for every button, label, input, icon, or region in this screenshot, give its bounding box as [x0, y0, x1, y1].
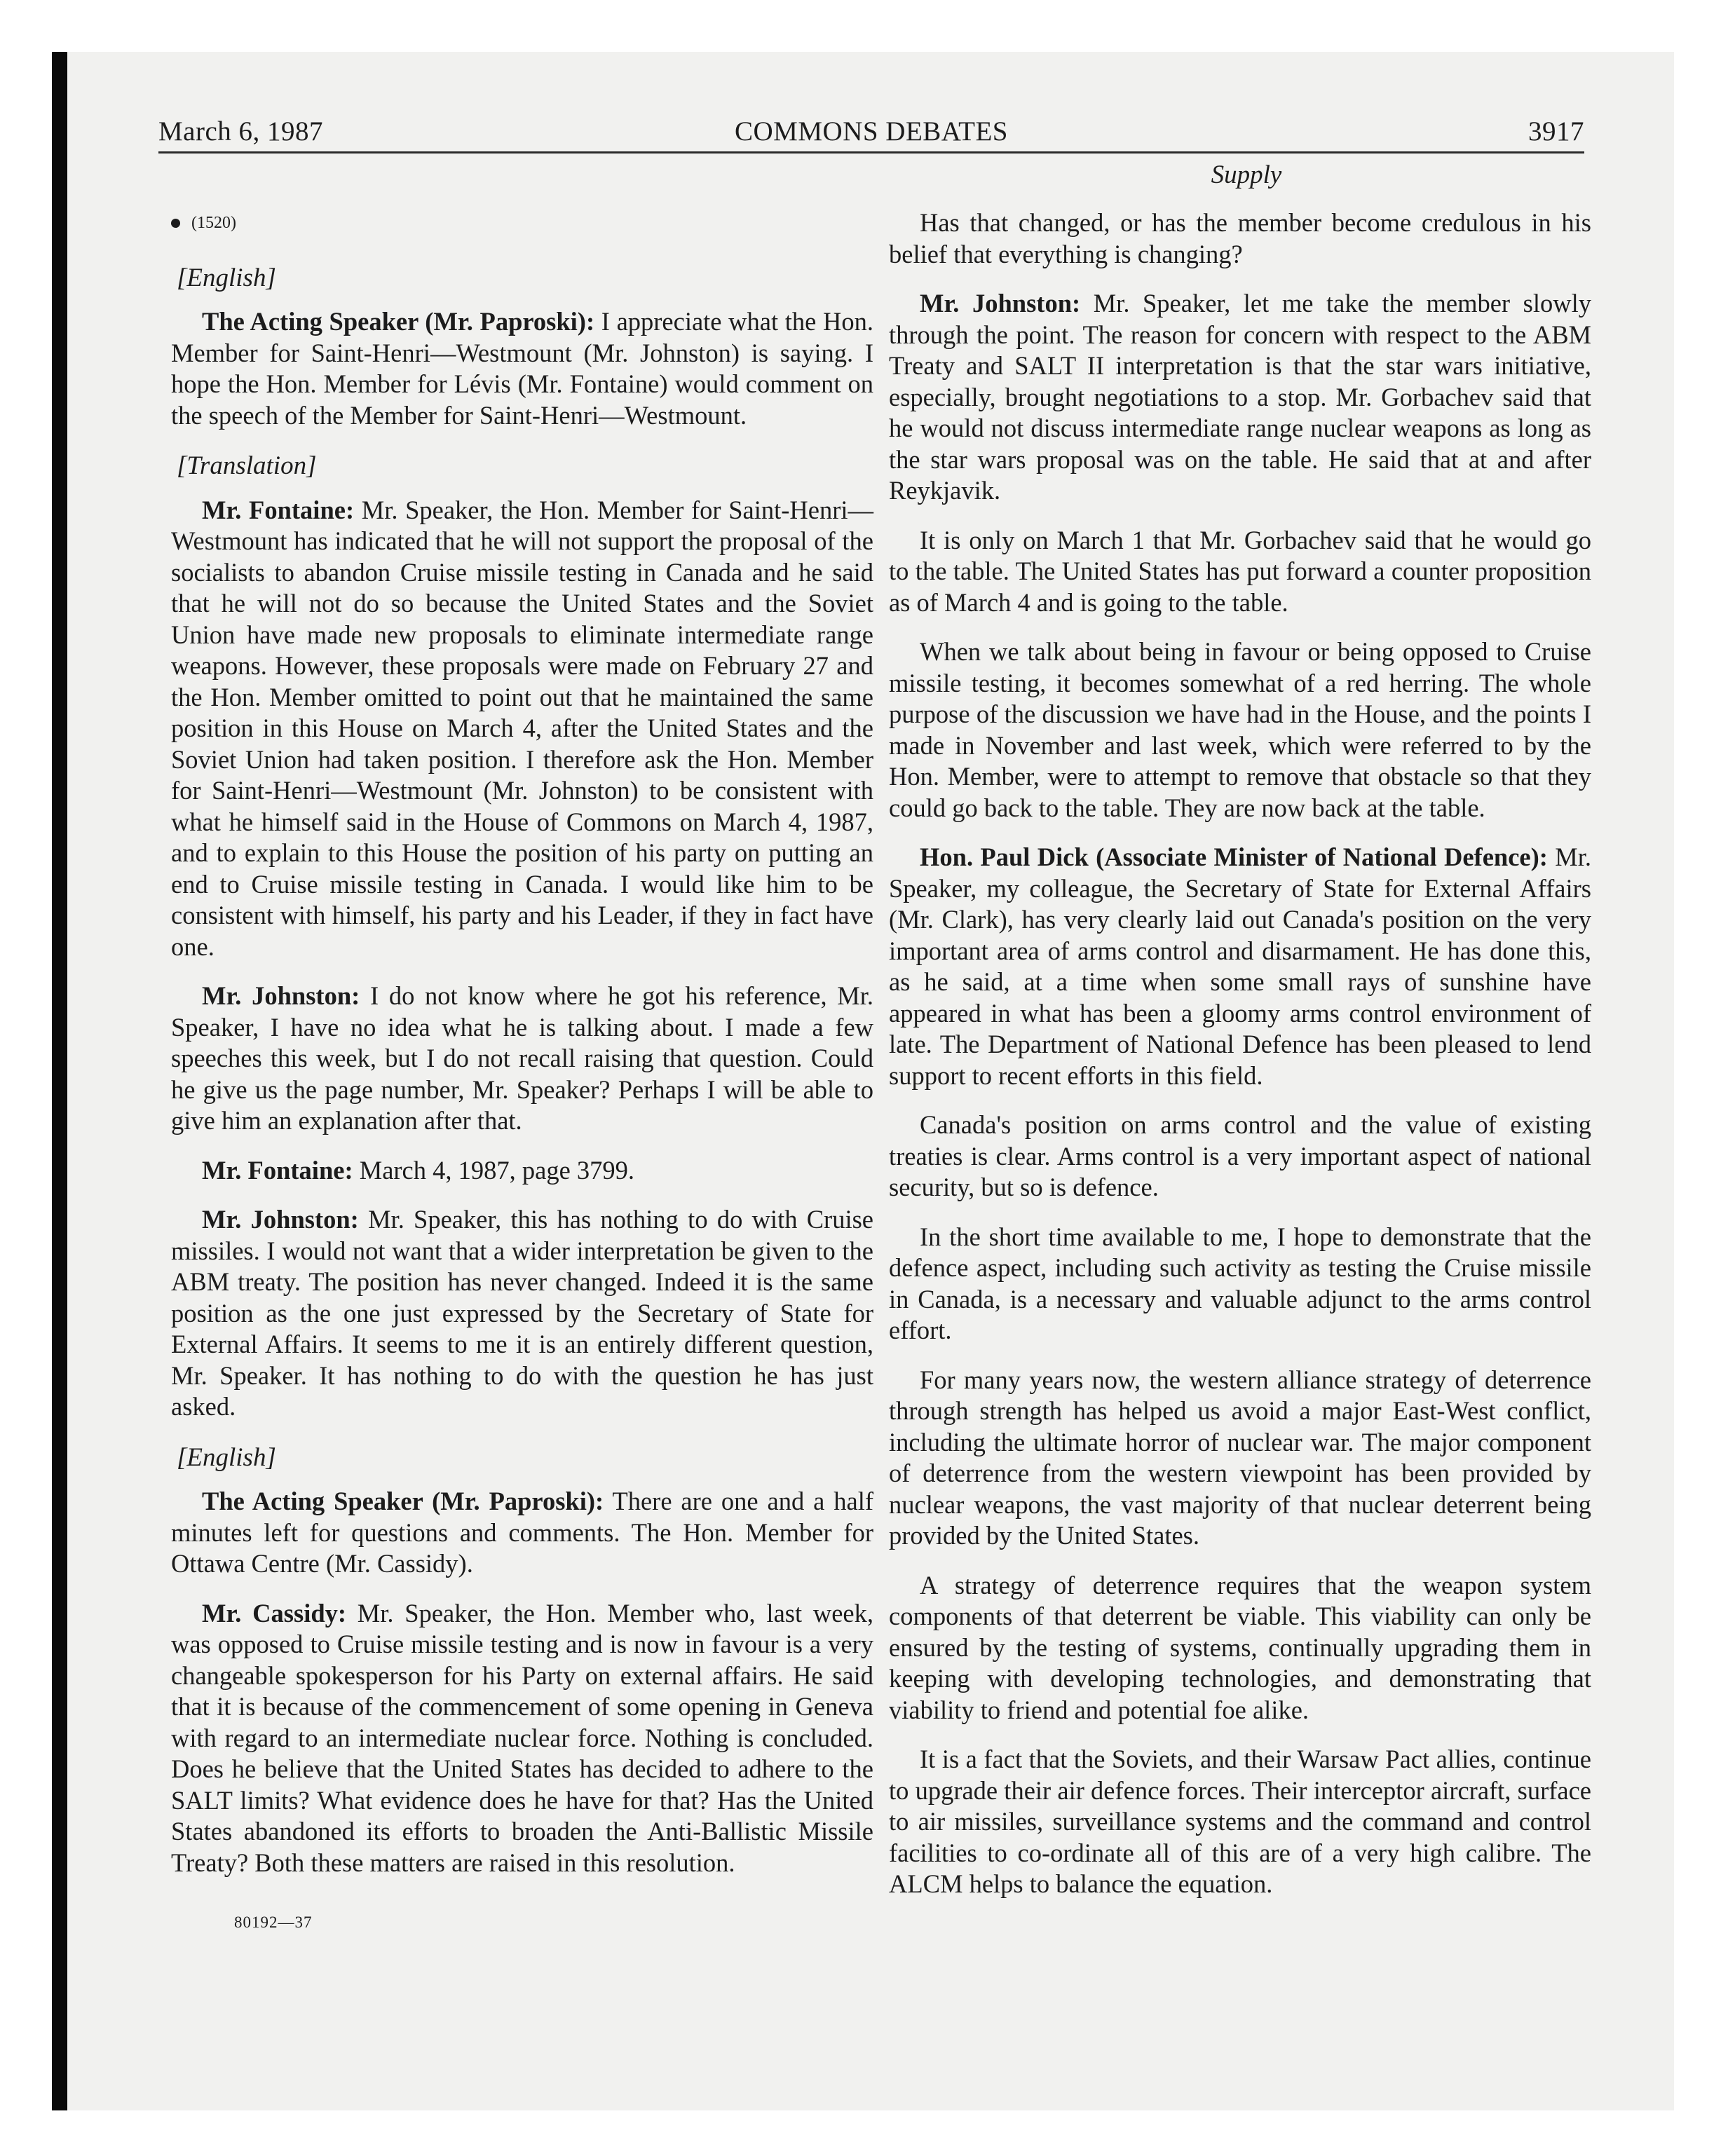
speech-text: It is only on March 1 that Mr. Gorbachev said that he would go to the table. The United States has put forward a counter proposition as of March 4 and is going to the table. — [889, 525, 1591, 617]
speech-paragraph — [171, 1598, 873, 1879]
speech-paragraph — [889, 1365, 1591, 1552]
print-code: 80192—37 — [234, 1913, 313, 1931]
right-column — [889, 207, 1591, 1918]
header-date: March 6, 1987 — [158, 116, 324, 146]
speech-text: A strategy of deterrence requires that the weapon system components of that deterrent be viable. This viability can only be ensured by the testing of systems, continually upgrading them in keeping with developing technologies, and demonstrating that viability to friend and potential foe alike. — [889, 1570, 1591, 1724]
speech-text: It is a fact that the Soviets, and their Warsaw Pact allies, continue to upgrade their air defence forces. Their interceptor aircraft, surface to air missiles, surveillance systems and the command and control facilities to co-ordinate all of this are of a very high calibre. The ALCM helps to balance the equation. — [889, 1745, 1591, 1898]
bullet-icon — [171, 219, 180, 228]
speaker-name: Mr. Johnston: — [920, 289, 1081, 318]
speech-text: For many years now, the western alliance strategy of deterrence through strength has helped us avoid a major East-West conflict, including the ultimate horror of nuclear war. The major component of deterrence from the western viewpoint has been provided by nuclear weapons, the vast majority of that nuclear deterrent being provided by the United States. — [889, 1365, 1591, 1550]
speaker-name: Mr. Cassidy: — [202, 1598, 347, 1628]
speech-paragraph — [889, 1110, 1591, 1203]
speaker-name: The Acting Speaker (Mr. Paproski): — [202, 307, 595, 336]
language-tag: [Translation] — [177, 451, 317, 480]
speech-paragraph — [889, 1570, 1591, 1726]
section-heading: Supply — [1211, 161, 1282, 189]
speaker-name: Mr. Johnston: — [202, 981, 360, 1010]
header-page-number: 3917 — [1528, 116, 1584, 146]
timestamp-marker — [171, 207, 873, 239]
speech-paragraph — [171, 1204, 873, 1423]
speech-text: I appreciate what the Hon. Member for Saint-Henri—Westmount (Mr. Johnston) is saying. I hope the Hon. Member for Lévis (Mr. Fontaine) would comment on the speech of the Member for Saint-Henri—Westmount. — [171, 307, 873, 430]
speech-text: Mr. Speaker, the Hon. Member for Saint-Henri—Westmount has indicated that he will not support the proposal of the socialists to abandon Cruise missile testing in Canada and he said that he will not do so because the United States and the Soviet Union have made new proposals to eliminate intermediate range weapons. However, these proposals were made on February 27 and the Hon. Member omitted to point out that he maintained the same position in this House on March 4, after the United States and the Soviet Union had taken position. I therefore ask the Hon. Member for Saint-Henri—Westmount (Mr. Johnston) to be consistent with what he himself said in the House of Commons on March 4, 1987, and to explain to this House the position of his party on putting an end to Cruise missile testing in Canada. I would like him to be consistent with himself, his party and his Leader, if they in fact have one. — [171, 495, 873, 961]
speech-text: There are one and a half minutes left for questions and comments. The Hon. Member for Ottawa Centre (Mr. Cassidy). — [171, 1487, 873, 1578]
speaker-name: Mr. Fontaine: — [202, 1155, 353, 1185]
left-column — [171, 207, 873, 1897]
speech-paragraph — [171, 495, 873, 963]
speech-paragraph — [889, 1744, 1591, 1900]
speech-text: Canada's position on arms control and the value of existing treaties is clear. Arms control is a very important aspect of national security, but so is defence. — [889, 1110, 1591, 1201]
speech-paragraph — [171, 981, 873, 1137]
page-header — [158, 112, 1584, 153]
speaker-name: Hon. Paul Dick (Associate Minister of National Defence): — [920, 842, 1548, 871]
scan-binding-edge — [52, 52, 67, 2110]
speech-text: In the short time available to me, I hope to demonstrate that the defence aspect, including such activity as testing the Cruise missile in Canada, is a necessary and valuable adjunct to the arms control effort. — [889, 1222, 1591, 1344]
language-tag: [English] — [177, 263, 276, 292]
header-title: COMMONS DEBATES — [735, 116, 1008, 146]
speaker-name: Mr. Fontaine: — [202, 495, 355, 524]
speech-text: Mr. Speaker, this has nothing to do with Cruise missiles. I would not want that a wider interpretation be given to the ABM treaty. The position has never changed. Indeed it is the same position as the one just expressed by the Secretary of State for External Affairs. It seems to me it is an entirely different question, Mr. Speaker. It has nothing to do with the question he has just asked. — [171, 1205, 873, 1421]
speech-paragraph — [889, 636, 1591, 824]
speech-text: I do not know where he got his reference, Mr. Speaker, I have no idea what he is talking about. I made a few speeches this week, but I do not recall raising that question. Could he give us the page number, Mr. Speaker? Perhaps I will be able to give him an explanation after that. — [171, 981, 874, 1135]
speech-paragraph — [171, 1486, 873, 1580]
speech-text: Mr. Speaker, the Hon. Member who, last week, was opposed to Cruise missile testing and is now in favour is a very changeable spokesperson for his Party on external affairs. He said that it is because of the commencement of some opening in Geneva with regard to an intermediate nuclear force. Nothing is concluded. Does he believe that the United States has decided to adhere to the SALT limits? What evidence does he have for that? Has the United States abandoned its efforts to broaden the Anti-Ballistic Missile Treaty? Both these matters are raised in this resolution. — [171, 1598, 873, 1877]
speech-text: Mr. Speaker, my colleague, the Secretary of State for External Affairs (Mr. Clark), has very clearly laid out Canada's position on the very important area of arms control and disarmament. He has done this, as he said, at a time when some small rays of sunshine have appeared in what has been a gloomy arms control environment of late. The Department of National Defence has been pleased to lend support to recent efforts in this field. — [889, 842, 1592, 1090]
speech-paragraph — [889, 842, 1591, 1091]
speech-text: When we talk about being in favour or being opposed to Cruise missile testing, it becomes somewhat of a red herring. The whole purpose of the discussion we have had in the House, and the points I made in November and last week, which were referred to by the Hon. Member, were to attempt to remove that obstacle so that they could go back to the table. They are now back at the table. — [889, 637, 1591, 822]
speaker-name: The Acting Speaker (Mr. Paproski): — [202, 1487, 604, 1515]
speech-paragraph — [171, 1155, 873, 1187]
speaker-name: Mr. Johnston: — [202, 1205, 359, 1234]
language-tag: [English] — [177, 1442, 276, 1472]
speech-text: March 4, 1987, page 3799. — [359, 1155, 635, 1185]
speech-text: Has that changed, or has the member become credulous in his belief that everything is changing? — [889, 208, 1591, 268]
speech-paragraph — [889, 525, 1591, 619]
speech-paragraph — [889, 1222, 1591, 1346]
speech-paragraph — [171, 306, 873, 431]
speech-paragraph — [889, 288, 1591, 507]
timestamp: (1520) — [191, 214, 236, 232]
speech-text: Mr. Speaker, let me take the member slowly through the point. The reason for concern with respect to the ABM Treaty and SALT II interpretation is that the star wars initiative, especially, brought negotiations to a stop. Mr. Gorbachev said that he would not discuss intermediate range nuclear weapons as long as the star wars proposal was on the table. He said that at and after Reykjavik. — [889, 289, 1591, 505]
speech-paragraph — [889, 207, 1591, 270]
